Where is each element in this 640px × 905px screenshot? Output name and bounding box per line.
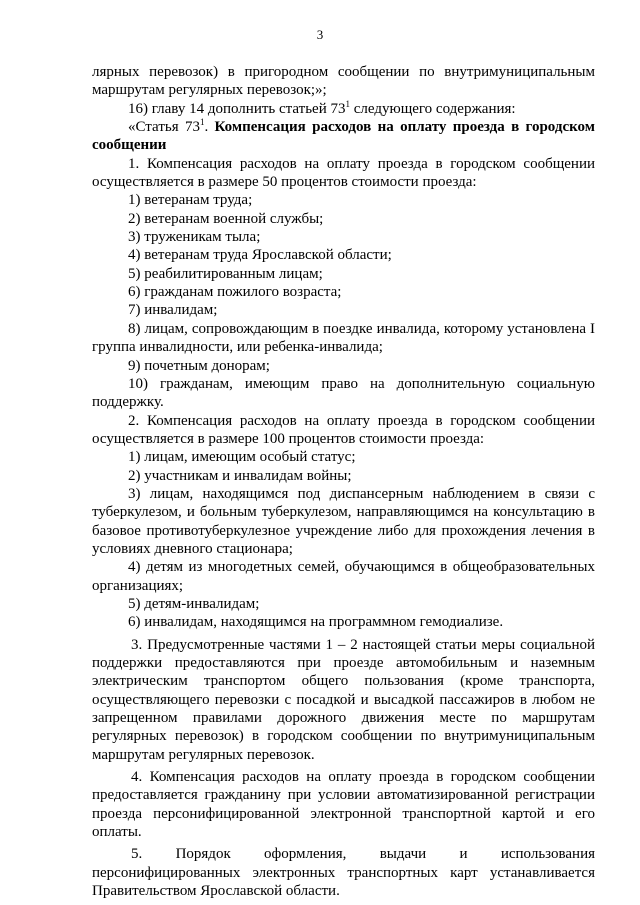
list-item: 2) участникам и инвалидам войны; — [128, 467, 352, 484]
list-item: 3) лицам, находящимся под диспансерным наблюдением в связи с туберкулезом, и больным туберкулезом, направляющимся на консультацию в базовое противотуберкулезное учреждение либо для прохождения лечения в условиях дневного стационара; — [92, 485, 595, 557]
paragraph-amendment-16 — [92, 100, 595, 118]
superscript: 1 — [345, 98, 350, 109]
document-body — [92, 63, 595, 900]
paragraph-continuation: лярных перевозок) в пригородном сообщении по внутримуниципальным маршрутам регулярных перевозок;»; — [92, 64, 595, 99]
list-item: 2) ветеранам военной службы; — [128, 210, 324, 227]
list-item: 6) инвалидам, находящимся на программном гемодиализе. — [128, 614, 504, 631]
part-1: 1. Компенсация расходов на оплату проезда в городском сообщении осуществляется в размере 50 процентов стоимости проезда: — [92, 155, 595, 191]
article-title: Компенсация расходов на оплату проезда в городском сообщении — [92, 119, 595, 154]
article-label: «Статья 73 — [128, 119, 200, 136]
page-number: 3 — [316, 27, 324, 42]
list-item: 6) гражданам пожилого возраста; — [128, 284, 342, 301]
amendment-16-tail: следующего содержания: — [353, 100, 516, 117]
list-item: 10) гражданам, имеющим право на дополнительную социальную поддержку. — [92, 375, 595, 411]
list-item: 3) труженикам тыла; — [128, 229, 261, 246]
list-item: 4) ветеранам труда Ярославской области; — [128, 247, 392, 264]
list-item: 1) ветеранам труда; — [128, 192, 253, 209]
list-item: 1) лицам, имеющим особый статус; — [128, 449, 356, 466]
list-item: 5) детям-инвалидам; — [128, 595, 260, 612]
part-2: 2. Компенсация расходов на оплату проезда в городском сообщении осуществляется в размере 100 процентов стоимости проезда: — [92, 412, 595, 447]
part-4: 4. Компенсация расходов на оплату проезда в городском сообщении предоставляется гражданину при условии автоматизированной регистрации проезда персонифицированной электронной транспортной картой и его оплаты. — [92, 769, 595, 841]
list-item: 7) инвалидам; — [128, 302, 218, 319]
part-5: 5. Порядок оформления, выдачи и использования персонифицированных электронных транспортных карт устанавливается Правительством Ярославской области. — [92, 846, 595, 900]
superscript: 1 — [199, 117, 205, 128]
part-3: 3. Предусмотренные частями 1 – 2 настоящей статьи меры социальной поддержки предоставляются при проезде автомобильным и наземным электрическим транспортом общего пользования (кроме транспорта, осуществляющего перевозки с посадкой и высадкой пассажиров в любом не запрещенном правилами дорожного движения месте по маршрутам регулярных перевозок) в городском сообщении по внутримуниципальным маршрутам регулярных перевозок. — [92, 636, 595, 763]
article-label-dot: . — [204, 119, 209, 136]
list-item: 4) детям из многодетных семей, обучающимся в общеобразовательных организациях; — [92, 559, 595, 594]
list-item: 8) лицам, сопровождающим в поездке инвалида, которому установлена I группа инвалидности, или ребенка-инвалида; — [92, 320, 595, 356]
list-item: 9) почетным донорам; — [128, 357, 270, 374]
list-item: 5) реабилитированным лицам; — [128, 265, 323, 282]
amendment-16-text: 16) главу 14 дополнить статьей 73 — [128, 100, 346, 117]
article-heading — [92, 118, 595, 155]
